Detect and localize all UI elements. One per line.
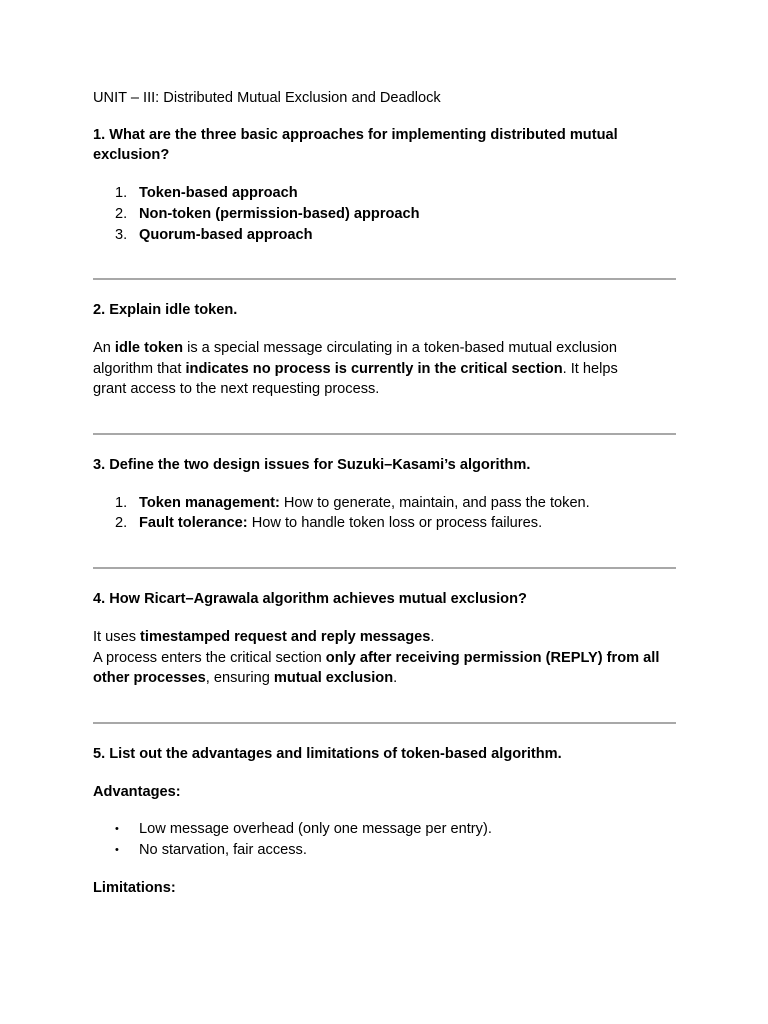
list-item (93, 183, 683, 204)
question-3: 3. Define the two design issues for Suzuki–Kasami’s algorithm. (93, 457, 531, 474)
answer-text: is a special message circulating in a token-based mutual exclusion algorithm that (93, 339, 618, 377)
question-5: 5. List out the advantages and limitations of token-based algorithm. (93, 745, 562, 762)
list-item-text: Low message overhead (only one message per entry). (139, 821, 492, 838)
list-number: 2. (115, 205, 128, 222)
list-item (93, 513, 683, 534)
q1-list (93, 183, 683, 245)
section-divider (93, 722, 676, 724)
list-item-text: How to handle token loss or process failures. (247, 515, 543, 532)
answer-4-line-2 (93, 648, 663, 689)
list-item-text: Non-token (permission-based) approach (139, 205, 420, 222)
answer-text: A process enters the critical section (93, 649, 326, 666)
list-item (93, 840, 683, 861)
answer-text: It uses (93, 628, 141, 645)
list-item-text: Quorum-based approach (139, 226, 313, 243)
answer-bold: mutual exclusion (273, 670, 394, 687)
unit-title: UNIT – III: Distributed Mutual Exclusion and Deadlock (93, 90, 441, 106)
list-item-label: Fault tolerance: (139, 515, 248, 532)
bullet-icon: • (115, 844, 119, 857)
list-item-text: How to generate, maintain, and pass the token. (279, 494, 590, 511)
list-item (93, 225, 683, 246)
section-divider (93, 433, 676, 435)
advantages-heading: Advantages: (93, 783, 181, 800)
list-number: 3. (115, 226, 128, 243)
answer-text: . It helps grant access to the next requesting process. (93, 360, 618, 398)
list-item (93, 493, 683, 514)
question-2: 2. Explain idle token. (93, 302, 238, 319)
list-item-label: Token management: (139, 494, 280, 511)
answer-bold: indicates no process is currently in the critical section (185, 360, 563, 377)
answer-text: An (93, 339, 115, 356)
section-divider (93, 567, 676, 569)
advantages-list (93, 819, 683, 860)
list-number: 1. (115, 494, 128, 511)
limitations-heading: Limitations: (93, 879, 176, 896)
list-number: 1. (115, 185, 128, 202)
answer-2 (93, 338, 623, 400)
bullet-icon: • (115, 823, 119, 836)
list-item-text: Token-based approach (139, 185, 298, 202)
answer-4-line-1 (93, 627, 683, 648)
q3-list (93, 493, 683, 534)
document-content (93, 88, 683, 898)
list-item-text: No starvation, fair access. (139, 842, 307, 859)
list-number: 2. (115, 515, 128, 532)
section-divider (93, 278, 676, 280)
answer-bold: idle token (114, 339, 184, 356)
list-item (93, 819, 683, 840)
question-1: 1. What are the three basic approaches for implementing distributed mutual exclusion? (93, 126, 618, 164)
question-4: 4. How Ricart–Agrawala algorithm achieves mutual exclusion? (93, 591, 527, 608)
answer-bold: timestamped request and reply messages (140, 628, 431, 645)
answer-text: , ensuring (205, 670, 274, 687)
answer-bold: only after receiving permission (REPLY) from all other processes (93, 649, 660, 687)
answer-text: . (430, 628, 435, 645)
list-item (93, 204, 683, 225)
answer-text: . (393, 670, 398, 687)
